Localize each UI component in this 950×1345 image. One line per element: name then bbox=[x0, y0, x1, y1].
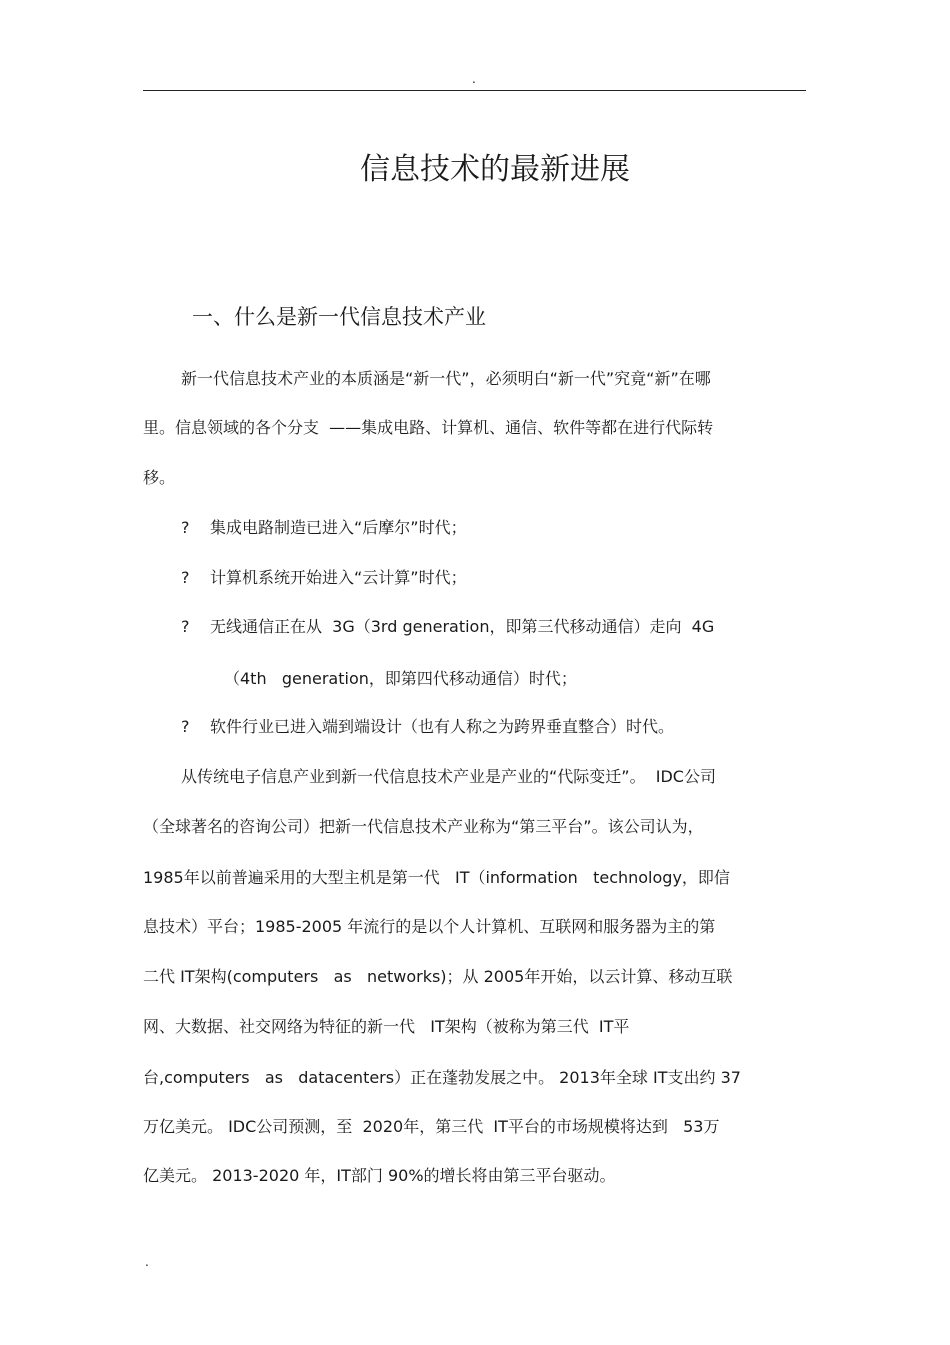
header-rule bbox=[143, 90, 806, 91]
paragraph-line: 息技术）平台；1985-2005 年流行的是以个人计算机、互联网和服务器为主的第 bbox=[143, 917, 716, 936]
document-title: 信息技术的最新进展 bbox=[360, 152, 630, 187]
bullet-marker: ? bbox=[181, 717, 190, 736]
section-heading: 一、什么是新一代信息技术产业 bbox=[192, 305, 486, 329]
bullet-text: 计算机系统开始进入“云计算”时代； bbox=[210, 568, 467, 587]
paragraph-line: 移。 bbox=[143, 468, 176, 487]
paragraph-line: 从传统电子信息产业到新一代信息技术产业是产业的“代际变迁”。 IDC公司 bbox=[181, 767, 716, 786]
bullet-marker: ? bbox=[181, 568, 190, 587]
paragraph-line: 台,computers as datacenters）正在蓬勃发展之中。 2013年全球 IT支出约 37 bbox=[143, 1068, 741, 1087]
header-dot: . bbox=[472, 72, 476, 86]
paragraph-line: 万亿美元。 IDC公司预测，至 2020年，第三代 IT平台的市场规模将达到 53万 bbox=[143, 1117, 720, 1136]
paragraph-line: 新一代信息技术产业的本质涵是“新一代”，必须明白“新一代”究竟“新”在哪 bbox=[181, 369, 711, 388]
bullet-marker: ? bbox=[181, 617, 190, 636]
paragraph-line: 二代 IT架构(computers as networks)；从 2005年开始，以云计算、移动互联 bbox=[143, 967, 733, 986]
paragraph-line: 1985年以前普遍采用的大型主机是第一代 IT（information technology，即信 bbox=[143, 868, 730, 887]
bullet-text: 无线通信正在从 3G（3rd generation，即第三代移动通信）走向 4G bbox=[210, 617, 715, 636]
bullet-text: 集成电路制造已进入“后摩尔”时代； bbox=[210, 518, 467, 537]
paragraph-line: 亿美元。 2013-2020 年，IT部门 90%的增长将由第三平台驱动。 bbox=[143, 1166, 616, 1185]
bullet-text-continued: （4th generation，即第四代移动通信）时代； bbox=[224, 669, 577, 688]
paragraph-line: 网、大数据、社交网络为特征的新一代 IT架构（被称为第三代 IT平 bbox=[143, 1017, 630, 1036]
paragraph-line: 里。信息领域的各个分支 ——集成电路、计算机、通信、软件等都在进行代际转 bbox=[143, 418, 714, 437]
footer-dot: . bbox=[145, 1255, 149, 1269]
paragraph-line: （全球著名的咨询公司）把新一代信息技术产业称为“第三平台”。该公司认为， bbox=[143, 817, 704, 836]
bullet-marker: ? bbox=[181, 518, 190, 537]
bullet-text: 软件行业已进入端到端设计（也有人称之为跨界垂直整合）时代。 bbox=[210, 717, 675, 736]
